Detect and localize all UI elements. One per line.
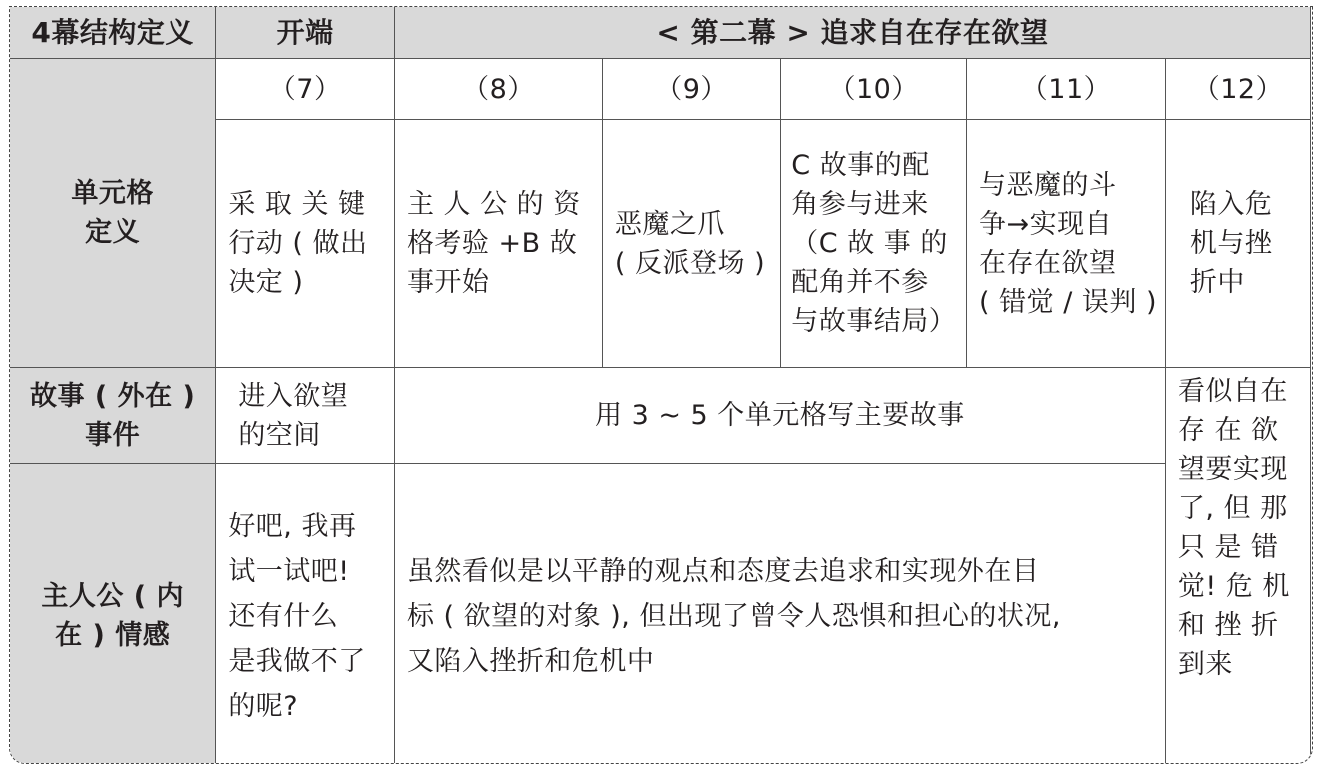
unit-cell-12: 陷入危 机与挫 折中 xyxy=(1165,120,1310,368)
story-cell-main: 用 3 ~ 5 个单元格写主要故事 xyxy=(394,368,1165,464)
story-hero-cell-12: 看似自在 存 在 欲 望要实现 了, 但 那 只 是 错 觉! 危 机 和 挫 折 到来 xyxy=(1165,368,1310,765)
cell-number-10: （10） xyxy=(781,59,967,120)
unit-cell-11: 与恶魔的斗 争→实现自 在存在欲望 ( 错觉 / 误判 ) xyxy=(967,120,1166,368)
table-frame xyxy=(9,6,1313,764)
hero-cell-main: 虽然看似是以平静的观点和态度去追求和实现外在目 标 ( 欲望的对象 ), 但出现了曾令人恐惧和担心的状况, 又陷入挫折和危机中 xyxy=(394,464,1165,765)
hero-cell-opening: 好吧, 我再 试一试吧! 还有什么 是我做不了 的呢? xyxy=(216,464,395,765)
header-act2: < 第二幕 > 追求自在存在欲望 xyxy=(394,7,1310,59)
cell-number-11: （11） xyxy=(967,59,1166,120)
header-4act-definition: 4幕结构定义 xyxy=(10,7,216,59)
header-opening: 开端 xyxy=(216,7,395,59)
row-label-hero-emotion: 主人公 ( 内 在 ) 情感 xyxy=(10,464,216,765)
cell-number-12: （12） xyxy=(1165,59,1310,120)
unit-cell-10: C 故事的配 角参与进来 （C 故 事 的 配角并不参 与故事结局） xyxy=(781,120,967,368)
row-label-unit-definition: 单元格 定义 xyxy=(10,59,216,368)
four-act-structure-table xyxy=(9,6,1311,764)
cell-number-7: （7） xyxy=(216,59,395,120)
cell-number-9: （9） xyxy=(602,59,780,120)
unit-cell-7: 采 取 关 键 行动 ( 做出 决定 ) xyxy=(216,120,395,368)
cell-number-8: （8） xyxy=(394,59,602,120)
story-cell-opening: 进入欲望 的空间 xyxy=(216,368,395,464)
row-label-story-event: 故事 ( 外在 ) 事件 xyxy=(10,368,216,464)
unit-cell-8: 主 人 公 的 资 格考验 +B 故 事开始 xyxy=(394,120,602,368)
unit-cell-9: 恶魔之爪 ( 反派登场 ) xyxy=(602,120,780,368)
